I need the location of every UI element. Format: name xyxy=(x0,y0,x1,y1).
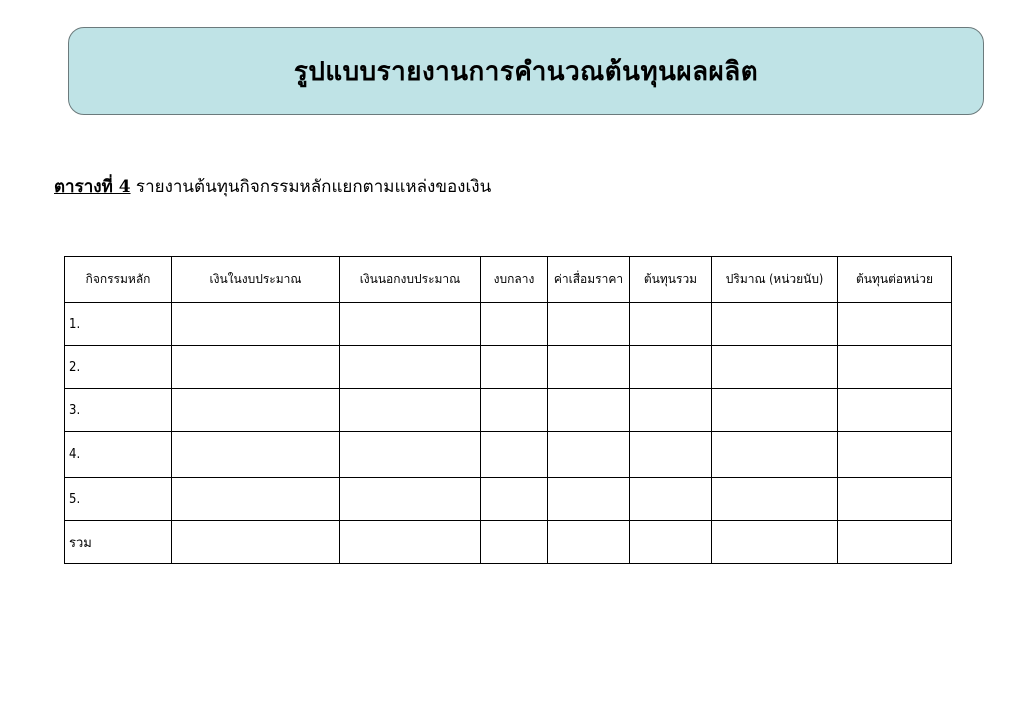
table-cell xyxy=(172,389,340,432)
table-cell xyxy=(548,521,630,564)
table-cell xyxy=(340,303,481,346)
table-cell xyxy=(481,478,548,521)
table-cell xyxy=(712,432,838,478)
total-row xyxy=(65,521,952,564)
table-cell xyxy=(172,303,340,346)
title-banner xyxy=(68,27,984,115)
table-cell xyxy=(548,432,630,478)
table-cell xyxy=(838,432,952,478)
column-header: กิจกรรมหลัก xyxy=(65,257,172,303)
column-header: ต้นทุนรวม xyxy=(630,257,712,303)
table-row xyxy=(65,478,952,521)
table-cell xyxy=(340,389,481,432)
table-cell xyxy=(172,478,340,521)
table-row xyxy=(65,432,952,478)
column-header: ค่าเสื่อมราคา xyxy=(548,257,630,303)
table-row xyxy=(65,303,952,346)
table-cell xyxy=(340,478,481,521)
row-label: 3. xyxy=(65,389,172,432)
table-cell xyxy=(630,521,712,564)
table-row xyxy=(65,346,952,389)
column-header: ต้นทุนต่อหน่วย xyxy=(838,257,952,303)
table-number-label: ตารางที่ 4 xyxy=(54,177,131,197)
table-cell xyxy=(481,346,548,389)
table-cell xyxy=(340,346,481,389)
row-label: 2. xyxy=(65,346,172,389)
header-row xyxy=(65,257,952,303)
table-caption-text: รายงานต้นทุนกิจกรรมหลักแยกตามแหล่งของเงิน xyxy=(130,177,492,197)
table-cell xyxy=(172,432,340,478)
column-header: งบกลาง xyxy=(481,257,548,303)
table-cell xyxy=(838,389,952,432)
table-cell xyxy=(630,478,712,521)
table-cell xyxy=(481,432,548,478)
table-cell xyxy=(630,432,712,478)
table-cell xyxy=(712,303,838,346)
table-cell xyxy=(712,478,838,521)
table-cell xyxy=(630,303,712,346)
table-cell xyxy=(630,346,712,389)
row-label: 4. xyxy=(65,432,172,478)
table-caption xyxy=(54,173,491,200)
table-cell xyxy=(548,389,630,432)
table-cell xyxy=(712,346,838,389)
row-label: รวม xyxy=(65,521,172,564)
table-cell xyxy=(172,521,340,564)
table-cell xyxy=(630,389,712,432)
table-cell xyxy=(172,346,340,389)
column-header: เงินนอกงบประมาณ xyxy=(340,257,481,303)
table-cell xyxy=(481,303,548,346)
column-header: ปริมาณ (หน่วยนับ) xyxy=(712,257,838,303)
table-cell xyxy=(838,521,952,564)
table-cell xyxy=(481,389,548,432)
table-cell xyxy=(838,346,952,389)
table-cell xyxy=(340,432,481,478)
row-label: 5. xyxy=(65,478,172,521)
column-header: เงินในงบประมาณ xyxy=(172,257,340,303)
row-label: 1. xyxy=(65,303,172,346)
table-cell xyxy=(838,303,952,346)
table-cell xyxy=(712,521,838,564)
table-cell xyxy=(838,478,952,521)
table-row xyxy=(65,389,952,432)
table-cell xyxy=(481,521,548,564)
cost-report-table xyxy=(64,256,952,564)
table-cell xyxy=(548,346,630,389)
table-cell xyxy=(340,521,481,564)
table-cell xyxy=(548,303,630,346)
table-cell xyxy=(548,478,630,521)
table-cell xyxy=(712,389,838,432)
page-title: รูปแบบรายงานการคำนวณต้นทุนผลผลิต xyxy=(293,56,759,87)
